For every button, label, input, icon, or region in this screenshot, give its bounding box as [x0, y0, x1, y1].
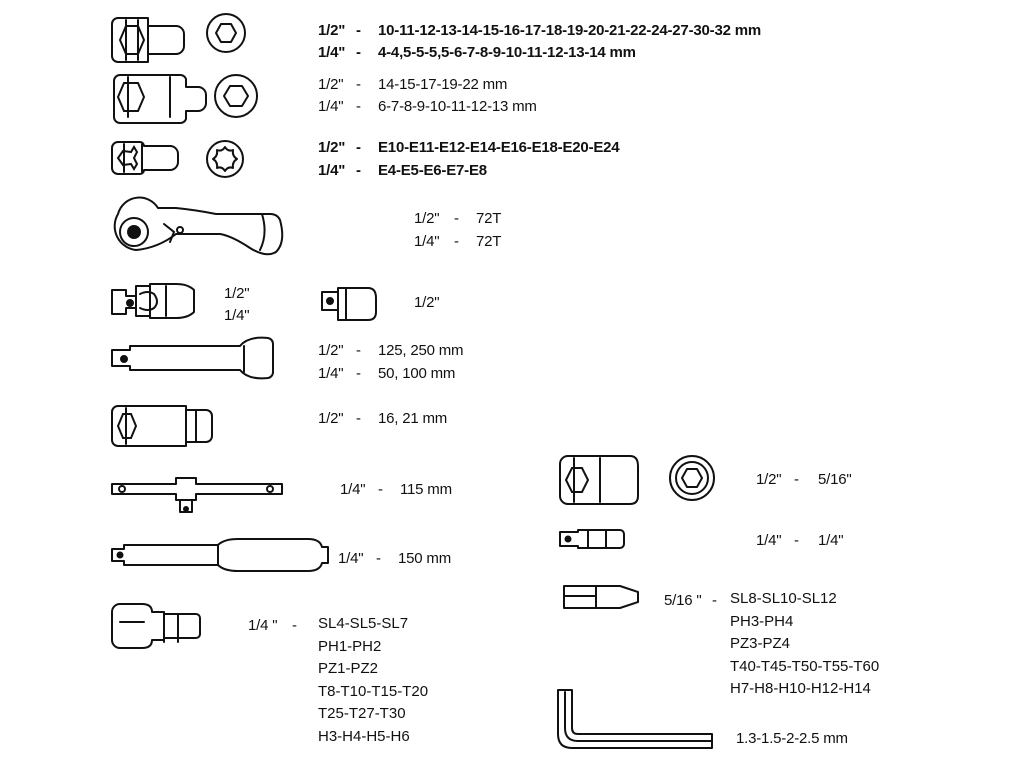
- deep-sockets-quarter-sep: -: [356, 98, 361, 115]
- hex-socket-end-icon: [207, 14, 245, 52]
- torx-socket-icon: [112, 142, 178, 174]
- spinner-sep: -: [376, 550, 381, 567]
- spinner-handle-icon: [112, 539, 328, 571]
- universal-joint-icon: [112, 284, 194, 318]
- deep-sockets-half-sizes: 14-15-17-19-22 mm: [378, 76, 508, 93]
- ratchet-quarter-drive: 1/4": [414, 233, 440, 250]
- bits-516-item-4: T40-T45-T50-T55-T60: [730, 657, 880, 675]
- spark-plug-sizes: 16, 21 mm: [378, 410, 448, 427]
- bit-adapter-drive: 1/4": [756, 532, 782, 549]
- ratchet-half-sep: -: [454, 210, 459, 227]
- bit-holder-sep: -: [292, 617, 297, 634]
- extension-half-drive: 1/2": [318, 342, 344, 359]
- deep-sockets-quarter-drive: 1/4": [318, 98, 344, 115]
- bit-holder-bit-2: PH1-PH2: [318, 637, 382, 655]
- deep-socket-end-icon: [215, 75, 257, 117]
- torx-sockets-half-drive: 1/2": [318, 139, 346, 156]
- hex-sockets-quarter-drive: 1/4": [318, 44, 346, 61]
- adapter-icon: [322, 288, 376, 320]
- hex-sockets-quarter-sizes: 4-4,5-5-5,5-6-7-8-9-10-11-12-13-14 mm: [378, 44, 636, 61]
- bit-516-icon: [564, 586, 638, 608]
- t-handle-icon: [112, 478, 282, 512]
- t-handle-sep: -: [378, 481, 383, 498]
- bit-adapter-sep: -: [794, 532, 799, 549]
- ratchet-half-teeth: 72T: [476, 210, 502, 227]
- spark-plug-drive: 1/2": [318, 410, 344, 427]
- bit-holder-bit-1: SL4-SL5-SL7: [318, 615, 409, 632]
- t-handle-drive: 1/4": [340, 481, 366, 498]
- bits-516-item-5: H7-H8-H10-H12-H14: [730, 680, 871, 697]
- bit-holder-bit-list: [318, 613, 428, 748]
- torx-sockets-quarter-sep: -: [356, 162, 361, 179]
- extension-quarter-sizes: 50, 100 mm: [378, 365, 456, 382]
- hex-sockets-half-sizes: 10-11-12-13-14-15-16-17-18-19-20-21-22-24-27-30-32 mm: [378, 22, 761, 39]
- spinner-size: 150 mm: [398, 550, 451, 567]
- ratchet-icon: [115, 198, 283, 255]
- bits-516-sep: -: [712, 592, 717, 609]
- universal-joint-half-drive: 1/2": [224, 285, 250, 302]
- bit-adapter-socket-sep: -: [794, 471, 799, 488]
- extension-half-sizes: 125, 250 mm: [378, 342, 464, 359]
- hex-sockets-half-sep: -: [356, 22, 361, 39]
- bit-adapter-socket-drive: 1/2": [756, 471, 782, 488]
- bit-holder-bit-6: H3-H4-H5-H6: [318, 727, 410, 745]
- t-handle-size: 115 mm: [400, 481, 452, 498]
- hex-sockets-half-drive: 1/2": [318, 22, 346, 39]
- spark-plug-sep: -: [356, 410, 361, 427]
- bits-516-item-2: PH3-PH4: [730, 612, 794, 630]
- bit-adapter-socket-size: 5/16": [818, 471, 852, 488]
- bits-516-item-1: SL8-SL10-SL12: [730, 590, 837, 607]
- extension-quarter-drive: 1/4": [318, 365, 344, 382]
- spark-plug-socket-icon: [112, 406, 212, 446]
- bit-holder-bit-3: PZ1-PZ2: [318, 660, 379, 677]
- universal-joint-quarter-drive: 1/4": [224, 307, 250, 324]
- extension-quarter-sep: -: [356, 365, 361, 382]
- bits-516-item-3: PZ3-PZ4: [730, 635, 791, 652]
- bits-516-drive: 5/16 ": [664, 592, 702, 609]
- bit-adapter-socket-end-icon: [670, 456, 714, 500]
- bit-holder-socket-icon: [112, 604, 200, 648]
- torx-sockets-quarter-sizes: E4-E5-E6-E7-E8: [378, 162, 487, 179]
- deep-socket-icon: [114, 75, 206, 123]
- hex-keys-sizes: 1.3-1.5-2-2.5 mm: [736, 730, 848, 747]
- adapter-drive: 1/2": [414, 294, 440, 311]
- deep-sockets-half-sep: -: [356, 76, 361, 93]
- hex-socket-icon: [112, 18, 184, 62]
- bit-holder-drive: 1/4 ": [248, 617, 278, 634]
- torx-socket-end-icon: [207, 141, 243, 177]
- bit-adapter-icon: [560, 530, 624, 548]
- bit-adapter-socket-icon: [560, 456, 638, 504]
- torx-sockets-quarter-drive: 1/4": [318, 162, 346, 179]
- torx-sockets-half-sep: -: [356, 139, 361, 156]
- deep-sockets-half-drive: 1/2": [318, 76, 344, 93]
- bit-holder-bit-5: T25-T27-T30: [318, 705, 406, 722]
- torx-sockets-half-sizes: E10-E11-E12-E14-E16-E18-E20-E24: [378, 139, 620, 156]
- ratchet-half-drive: 1/2": [414, 210, 440, 227]
- deep-sockets-quarter-sizes: 6-7-8-9-10-11-12-13 mm: [378, 98, 537, 115]
- hex-sockets-quarter-sep: -: [356, 44, 361, 61]
- extension-bar-icon: [112, 338, 273, 379]
- ratchet-quarter-sep: -: [454, 233, 459, 250]
- bit-adapter-size: 1/4": [818, 532, 844, 549]
- bits-516-list: [730, 588, 879, 701]
- ratchet-quarter-teeth: 72T: [476, 233, 502, 250]
- spinner-drive: 1/4": [338, 550, 364, 567]
- bit-holder-bit-4: T8-T10-T15-T20: [318, 682, 429, 700]
- extension-half-sep: -: [356, 342, 361, 359]
- hex-key-icon: [558, 690, 712, 748]
